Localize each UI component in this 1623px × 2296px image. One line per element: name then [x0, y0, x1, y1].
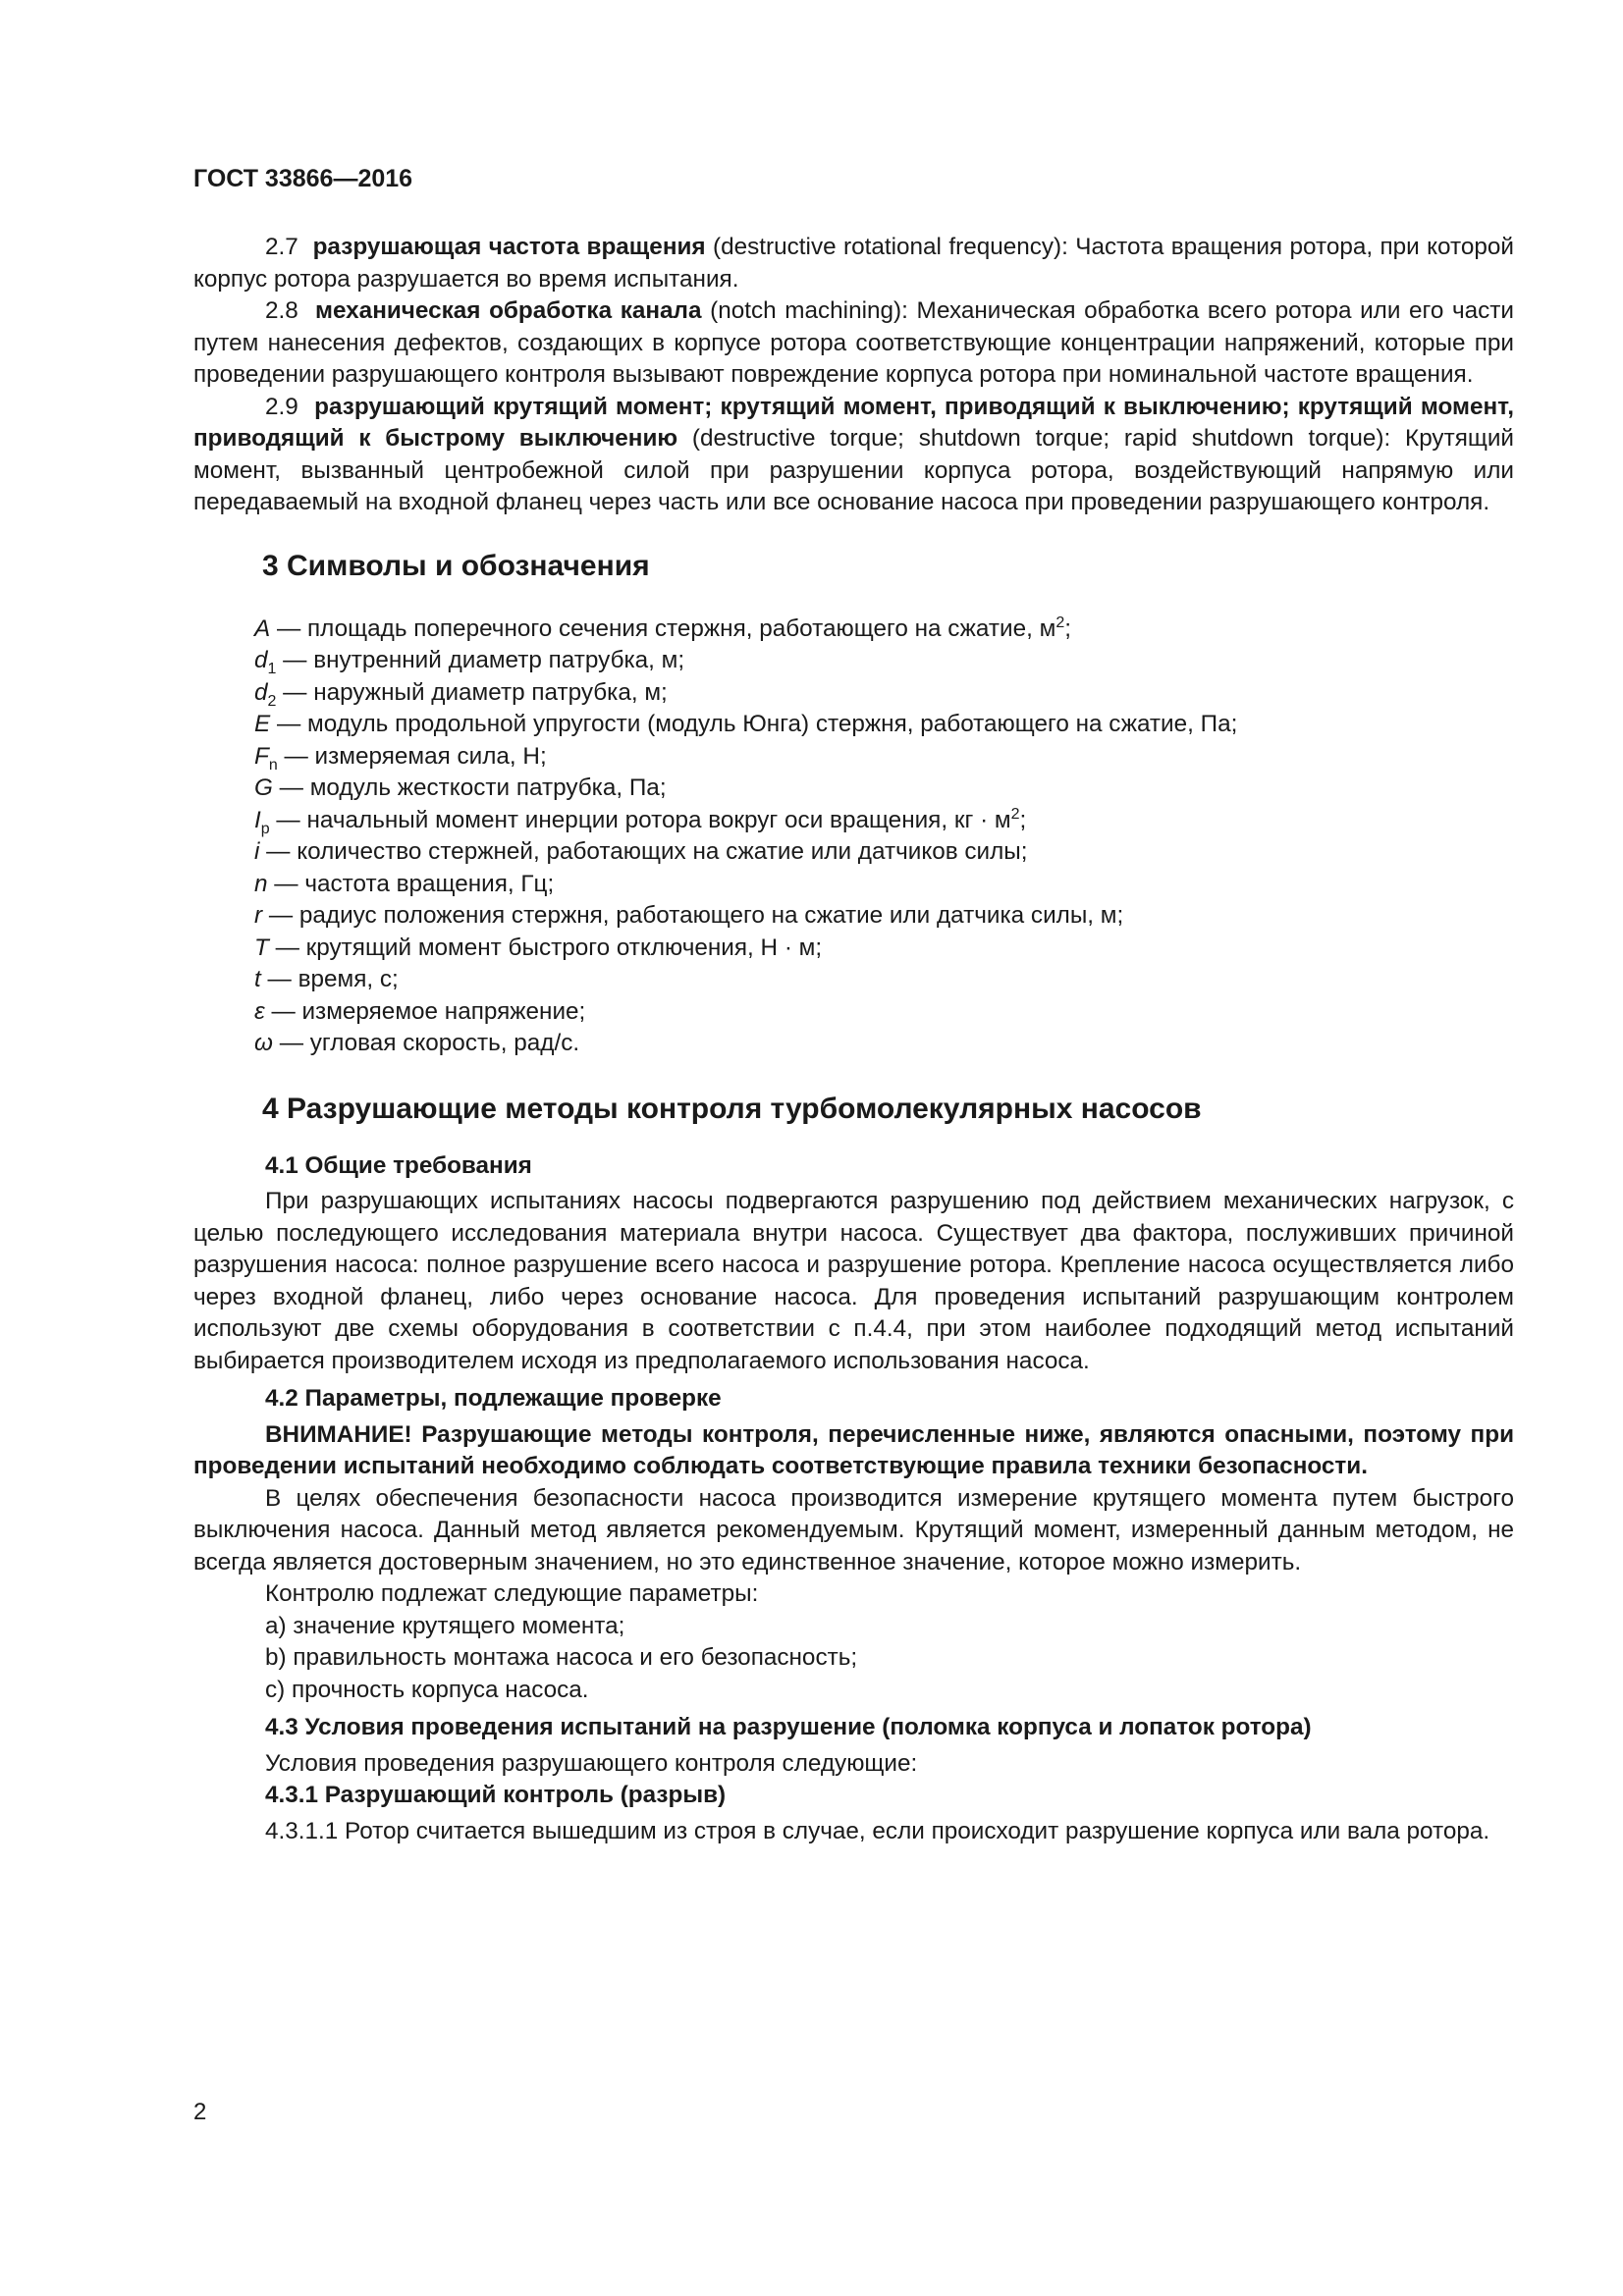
symbol: A	[254, 614, 271, 642]
symbol: ε	[254, 997, 265, 1025]
definition-text: (destructive torque; shutdown torque; rapid shutdown torque): Крутящий момент, вызванный центробежной силой при разрушении корпуса ротора, воздействующий напрямую или передаваемый на входной фланец через часть или все основание насоса при проведении разрушающего контроля.	[193, 425, 1515, 515]
symbol-description: — внутренний диаметр патрубка, м;	[276, 647, 685, 673]
symbol-definition	[193, 933, 1514, 965]
symbol-description: — модуль продольной упругости (модуль Юнга) стержня, работающего на сжатие, Па;	[270, 711, 1238, 737]
symbol-description: — площадь поперечного сечения стержня, работающего на сжатие, м	[270, 614, 1056, 642]
definition-text: (notch machining): Механическая обработка всего ротора или его части путем нанесения дефектов, создающих в корпусе ротора соответствующие концентрации напряжений, которые при проведении разрушающего контроля вызывают повреждение корпуса ротора при номинальной частоте вращения.	[193, 297, 1514, 388]
term: разрушающая частота вращения	[312, 234, 706, 260]
symbol: n	[254, 870, 268, 897]
subsection-4-2-text: В целях обеспечения безопасности насоса производится измерение крутящего момента путем быстрого выключения насоса. Данный метод является рекомендуемым. Крутящий момент, измеренный данным методом, не всегда является достоверным значением, но это единственное значение, которое можно измерить.	[193, 1484, 1514, 1575]
symbol-subscript: 1	[267, 660, 277, 677]
symbol-definition	[193, 900, 1514, 933]
symbol: r	[254, 902, 263, 929]
symbol-description: — время, с;	[260, 966, 399, 992]
terminator: ;	[1019, 806, 1027, 833]
subsection-4-3-text: Условия проведения разрушающего контроля следующие:	[265, 1749, 918, 1777]
symbol: I	[254, 806, 261, 833]
symbol-definition	[193, 677, 1514, 710]
subsection-4-1-heading: 4.1 Общие требования	[265, 1151, 532, 1179]
safety-warning: ВНИМАНИЕ! Разрушающие методы контроля, перечисленные ниже, являются опасными, поэтому при проведении испытаний необходимо соблюдать соответствующие правила техники безопасности.	[193, 1420, 1514, 1479]
definition-2-8	[193, 295, 1514, 392]
symbol-definition	[193, 964, 1514, 996]
symbol-definition	[193, 836, 1514, 869]
page-body	[193, 232, 1514, 1847]
symbol-subscript: n	[268, 756, 278, 774]
symbol-description: — количество стержней, работающих на сжатие или датчиков силы;	[259, 838, 1028, 865]
symbol-definition	[193, 1028, 1514, 1060]
parameters-list	[193, 1611, 1514, 1707]
symbol-description: — измеряемая сила, Н;	[277, 742, 547, 770]
document-header: ГОСТ 33866—2016	[193, 165, 413, 192]
symbol: t	[254, 966, 261, 992]
clause-number: 2.8	[265, 297, 298, 324]
list-intro: Контролю подлежат следующие параметры:	[265, 1580, 759, 1607]
symbol-subscript: 2	[267, 692, 277, 710]
symbol-definition	[193, 741, 1514, 774]
symbol-description: — наружный диаметр патрубка, м;	[276, 678, 668, 706]
symbol: E	[254, 711, 271, 737]
terminator: ;	[1064, 614, 1072, 642]
symbol: i	[254, 838, 260, 865]
clause-number: 2.7	[265, 234, 298, 260]
clause-4-3-1-1-text: 4.3.1.1 Ротор считается вышедшим из строя в случае, если происходит разрушение корпуса или вала ротора.	[265, 1817, 1490, 1844]
symbol-description: — крутящий момент быстрого отключения, Н · м;	[268, 934, 823, 961]
definition-text: (destructive rotational frequency): Частота вращения ротора, при которой корпус ротора разрушается во время испытания.	[193, 234, 1515, 293]
section-4-heading: 4 Разрушающие методы контроля турбомолекулярных насосов	[262, 1092, 1202, 1125]
symbol-definition	[193, 805, 1514, 837]
symbol-description: — измеряемое напряжение;	[264, 997, 586, 1025]
symbol: T	[254, 934, 269, 961]
subsection-4-3-1-heading: 4.3.1 Разрушающий контроль (разрыв)	[265, 1782, 727, 1808]
subsection-4-3-heading: 4.3 Условия проведения испытаний на разрушение (поломка корпуса и лопаток ротора)	[265, 1714, 1312, 1740]
symbol: ω	[254, 1030, 273, 1056]
symbol-definition	[193, 709, 1514, 741]
subsection-4-1-text: При разрушающих испытаниях насосы подвергаются разрушению под действием механических нагрузок, с целью последующего исследования материала внутри насоса. Существует два фактора, послуживших причиной разрушения насоса: полное разрушение всего насоса и разрушение ротора. Крепление насоса осуществляется либо через входной фланец, либо через основание насоса. Для проведения испытаний разрушающим контролем используют две схемы оборудования в соответствии с п.4.4, при этом наиболее подходящий метод испытаний выбирается производителем исходя из предполагаемого использования насоса.	[193, 1188, 1514, 1374]
definition-2-7	[193, 232, 1514, 295]
term: механическая обработка канала	[315, 297, 702, 324]
page-number: 2	[193, 2099, 207, 2125]
symbol: d	[254, 647, 268, 673]
list-item: c) прочность корпуса насоса.	[265, 1676, 589, 1703]
symbol-description: — угловая скорость, рад/с.	[272, 1030, 580, 1056]
section-3-heading: 3 Символы и обозначения	[262, 549, 650, 582]
symbol-definition	[193, 869, 1514, 901]
subsection-4-2-heading: 4.2 Параметры, подлежащие проверке	[265, 1385, 722, 1412]
symbol: F	[254, 742, 269, 770]
clause-number: 2.9	[265, 393, 298, 420]
unit-superscript: 2	[1055, 614, 1065, 631]
unit-superscript: 2	[1010, 805, 1020, 823]
symbol-description: — радиус положения стержня, работающего на сжатие или датчика силы, м;	[262, 902, 1124, 929]
symbol: d	[254, 678, 268, 706]
symbol-definition	[193, 773, 1514, 805]
list-item: a) значение крутящего момента;	[265, 1612, 625, 1639]
symbol-description: — модуль жесткости патрубка, Па;	[272, 774, 667, 801]
symbol-subscript: p	[260, 820, 270, 837]
list-item: b) правильность монтажа насоса и его безопасность;	[265, 1644, 858, 1671]
term: разрушающий крутящий момент; крутящий момент, приводящий к выключению; крутящий момент, приводящий к быстрому выключению	[193, 393, 1514, 452]
definition-2-9	[193, 392, 1514, 519]
symbol-definition	[193, 614, 1514, 646]
symbol-definition	[193, 645, 1514, 677]
symbols-list	[193, 614, 1514, 1060]
symbol-description: — частота вращения, Гц;	[267, 870, 555, 897]
symbol: G	[254, 774, 273, 801]
symbol-definition	[193, 996, 1514, 1029]
symbol-description: — начальный момент инерции ротора вокруг оси вращения, кг · м	[269, 806, 1011, 833]
